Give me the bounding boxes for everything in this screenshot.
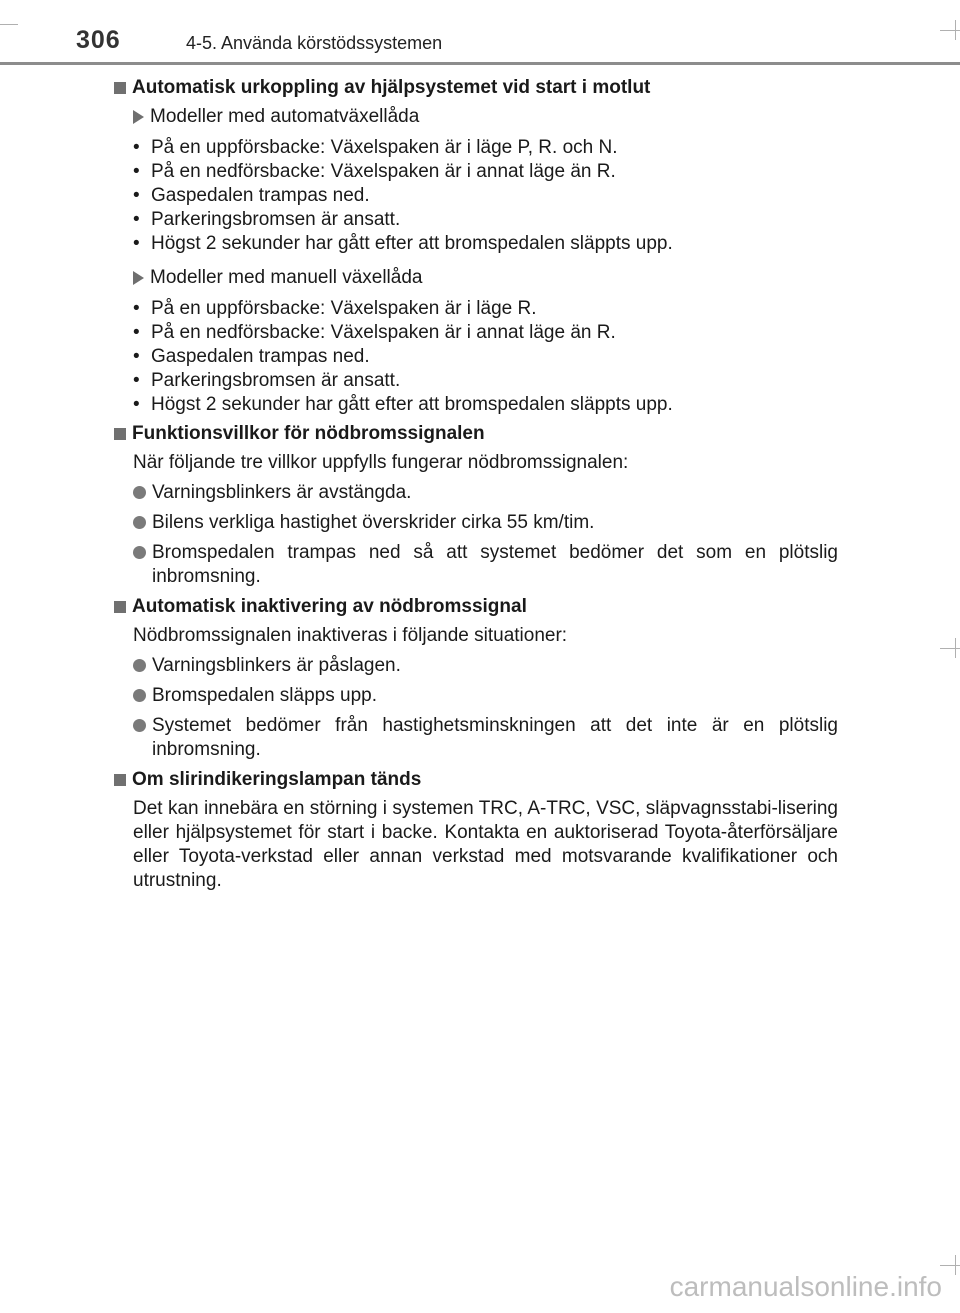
triangle-bullet-icon [133,110,144,124]
circle-bullet-icon [133,689,146,702]
circle-bullet-icon [133,719,146,732]
list-item: • Gaspedalen trampas ned. [133,345,838,369]
crop-mark [940,1265,960,1266]
circle-bullet-icon [133,546,146,559]
bullet-list [133,136,838,256]
heading-text: Funktionsvillkor för nödbromssignalen [132,423,485,444]
subheading [133,266,838,290]
crop-mark [940,30,960,31]
crop-mark [955,1255,956,1275]
subheading-text: Modeller med automatväxellåda [150,106,420,127]
bullet-list [133,297,838,417]
square-bullet-icon [114,428,126,440]
paragraph: När följande tre villkor uppfylls fungerar nödbromssignalen: [133,452,629,473]
watermark: carmanualsonline.info [669,1271,942,1302]
list-item: • På en nedförsbacke: Växelspaken är i annat läge än R. [133,321,838,345]
page-header [0,0,960,66]
circle-bullet-icon [133,659,146,672]
header-rule [0,62,960,65]
list-item: • På en uppförsbacke: Växelspaken är i läge P, R. och N. [133,136,838,160]
list-item [133,511,838,535]
list-item-text: Bromspedalen släpps upp. [152,685,377,706]
circle-bullet-icon [133,486,146,499]
subheading [133,105,838,129]
section-heading [114,422,838,446]
list-item [133,541,838,589]
list-item [133,481,838,505]
list-item: • Parkeringsbromsen är ansatt. [133,208,838,232]
list-item: • Gaspedalen trampas ned. [133,184,838,208]
list-item-text: Varningsblinkers är påslagen. [152,655,401,676]
list-item-text: Bromspedalen trampas ned så att systemet bedömer det som en plötslig inbromsning. [152,542,838,587]
square-bullet-icon [114,601,126,613]
chapter-title: 4-5. Använda körstödssystemen [186,33,443,53]
list-item [133,684,838,708]
list-item: • Parkeringsbromsen är ansatt. [133,369,838,393]
heading-text: Automatisk inaktivering av nödbromssignal [132,596,527,617]
list-item-text: Systemet bedömer från hastighetsminskningen att det inte är en plötslig inbromsning. [152,715,838,760]
heading-text: Om slirindikeringslampan tänds [132,769,422,790]
section-heading [114,76,838,100]
list-item: • Högst 2 sekunder har gått efter att bromspedalen släppts upp. [133,393,838,417]
section-heading [114,595,838,619]
list-item: • På en uppförsbacke: Växelspaken är i läge R. [133,297,838,321]
square-bullet-icon [114,82,126,94]
list-item-text: Bilens verkliga hastighet överskrider cirka 55 km/tim. [152,512,595,533]
triangle-bullet-icon [133,271,144,285]
paragraph: Det kan innebära en störning i systemen TRC, A-TRC, VSC, släpvagnsstabi-lisering eller hjälpsystemet för start i backe. Kontakta en auktoriserad Toyota-återförsäljare eller Toyota-verkstad eller annan verkstad med motsvarande kvalifikationer och utrustning. [133,798,838,891]
page-number: 306 [76,26,121,54]
square-bullet-icon [114,774,126,786]
list-item: • Högst 2 sekunder har gått efter att bromspedalen släppts upp. [133,232,838,256]
paragraph: Nödbromssignalen inaktiveras i följande situationer: [133,625,568,646]
crop-mark [955,638,956,658]
circle-bullet-icon [133,516,146,529]
crop-mark [0,24,18,25]
section-heading [114,768,838,792]
subheading-text: Modeller med manuell växellåda [150,267,423,288]
list-item: • På en nedförsbacke: Växelspaken är i annat läge än R. [133,160,838,184]
list-item [133,654,838,678]
crop-mark [955,20,956,40]
crop-mark [940,648,960,649]
list-item-text: Varningsblinkers är avstängda. [152,482,412,503]
document-body [114,76,838,893]
heading-text: Automatisk urkoppling av hjälpsystemet vid start i motlut [132,77,651,98]
list-item [133,714,838,762]
